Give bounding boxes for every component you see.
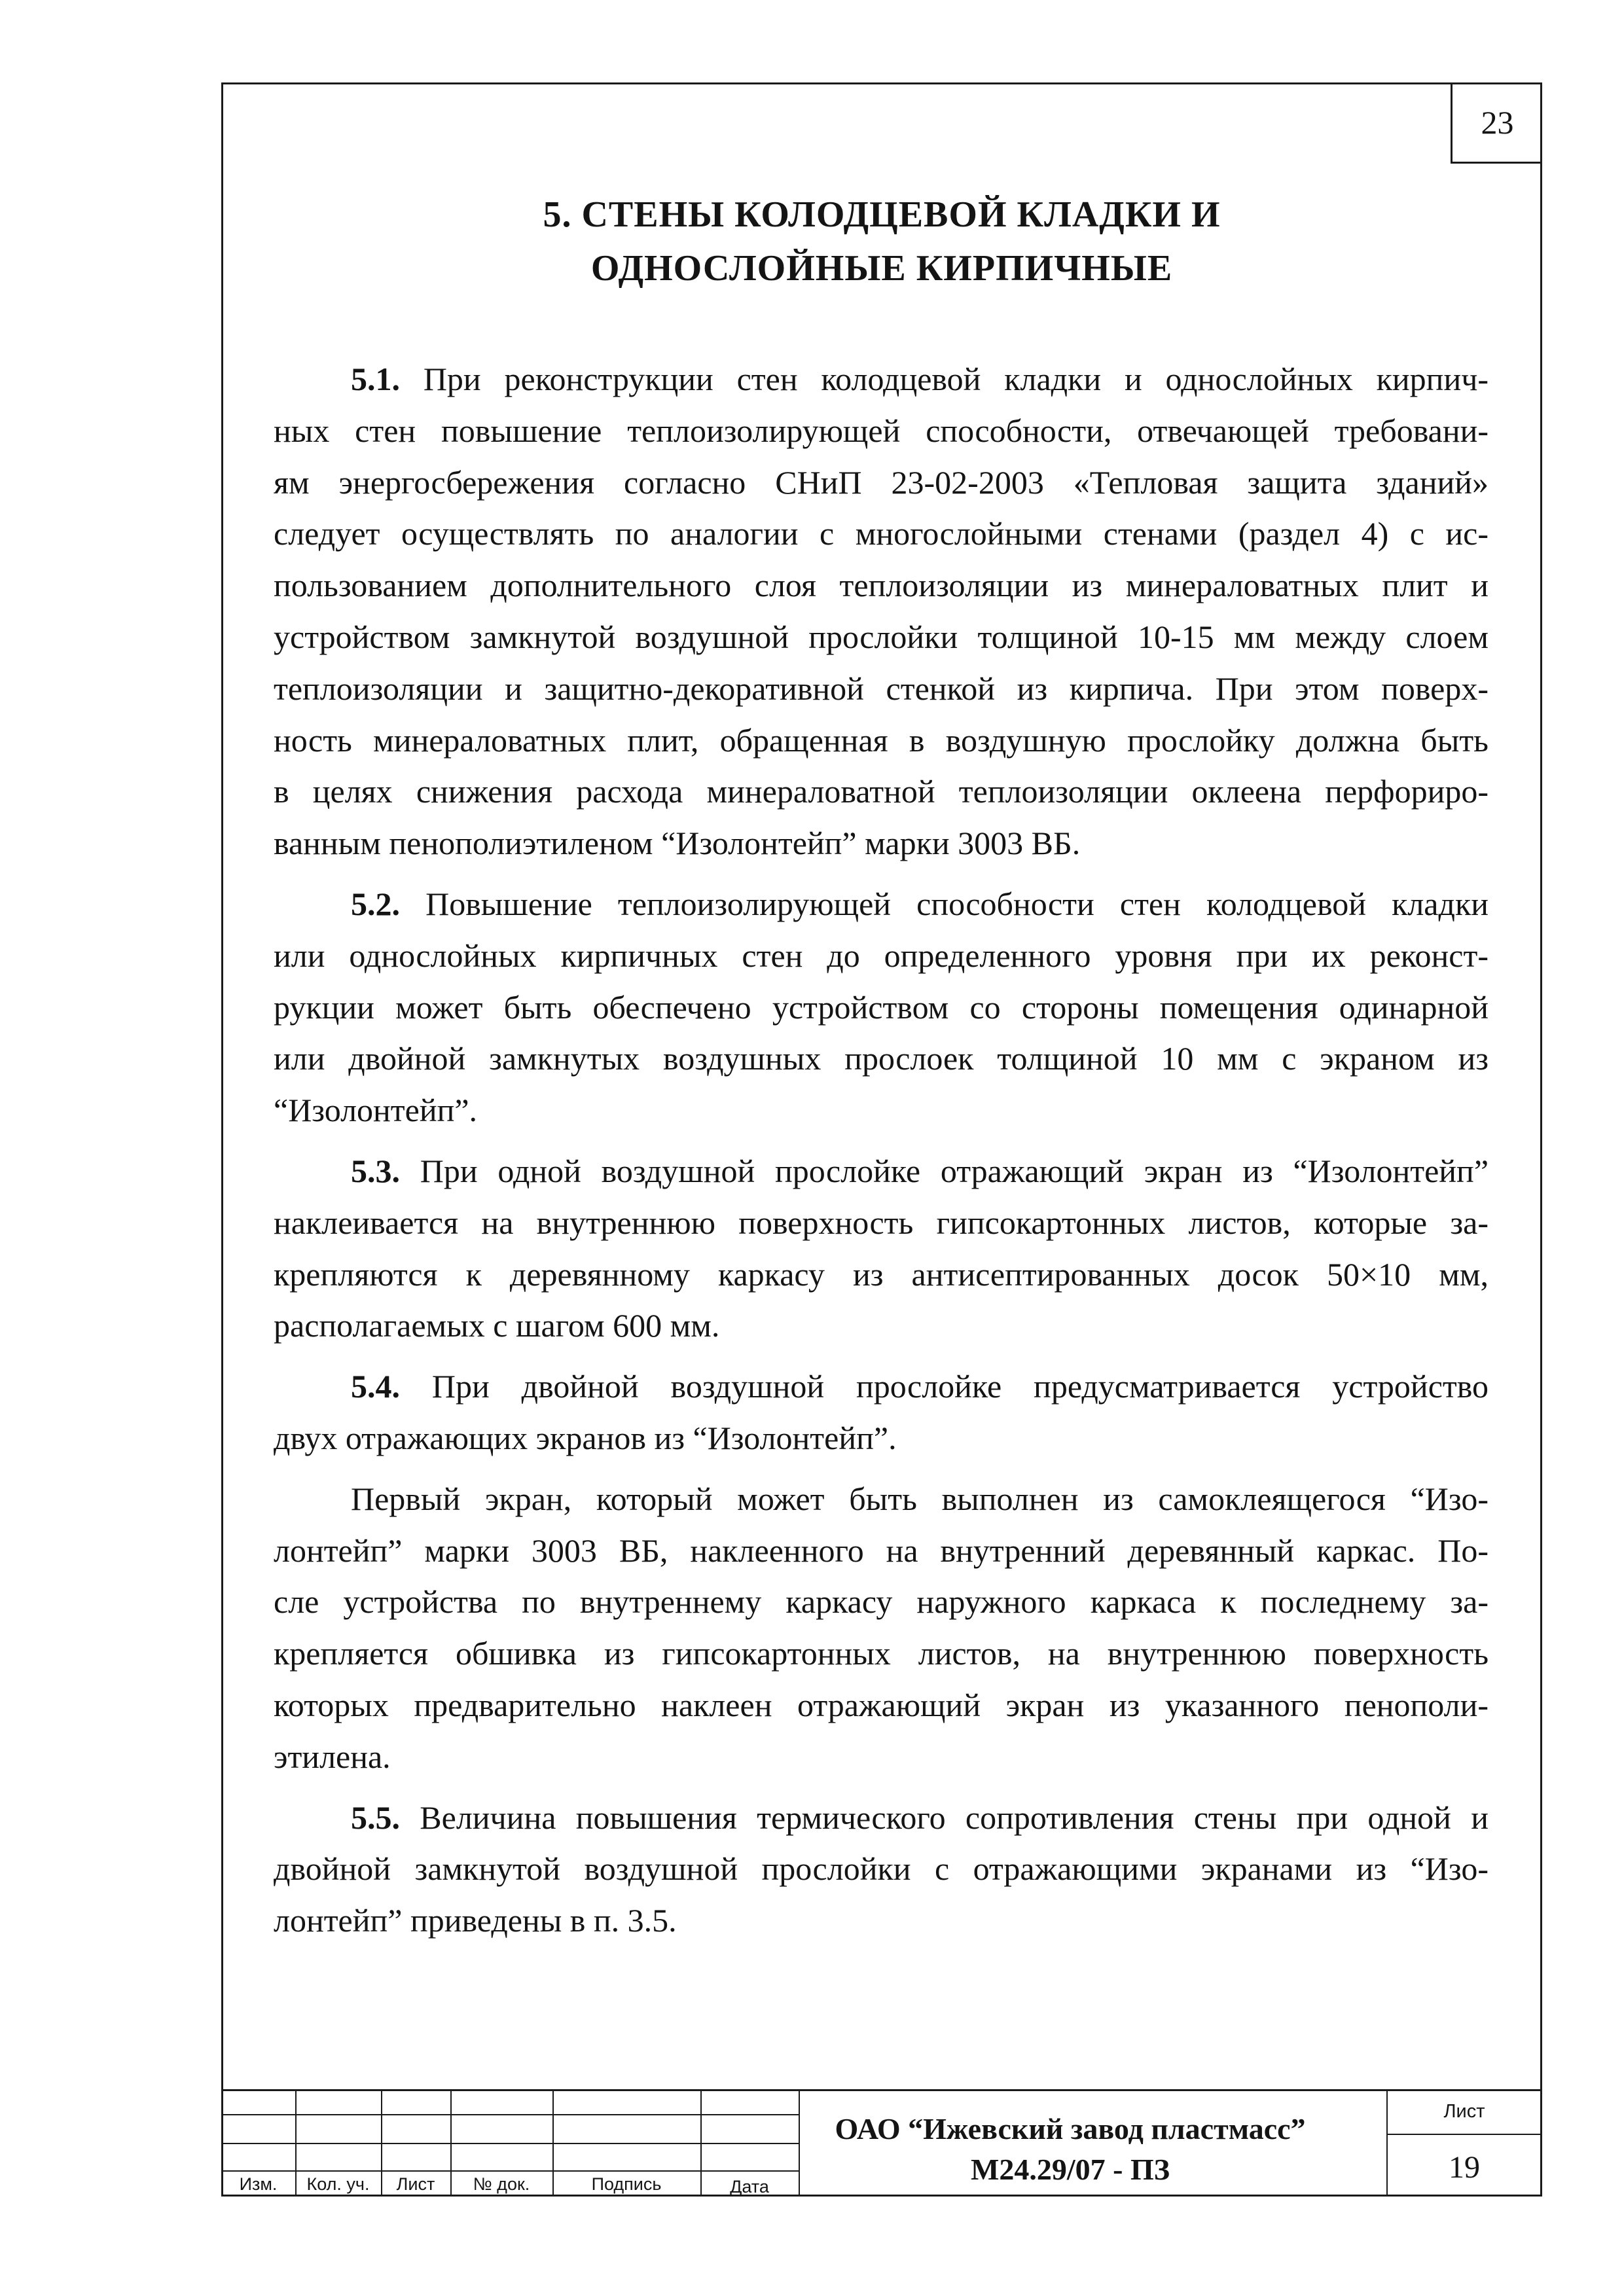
paragraph-text: наклеивается на внутреннюю поверхность гипсокартонных листов, которые за- bbox=[274, 1204, 1489, 1241]
paragraph-line bbox=[274, 1085, 1489, 1136]
paragraph-line bbox=[274, 817, 1489, 869]
paragraph-line bbox=[274, 560, 1489, 611]
paragraph-line bbox=[274, 1792, 1489, 1844]
stamp-col-count: Кол. уч. bbox=[306, 2174, 370, 2194]
paragraph-text: ям энергосбережения согласно СНиП 23-02-2003 «Тепловая защита зданий» bbox=[274, 463, 1489, 501]
paragraph-number: 5.4. bbox=[351, 1368, 400, 1405]
stamp-col-signature: Подпись bbox=[591, 2174, 662, 2194]
paragraph-line bbox=[274, 1895, 1489, 1946]
paragraph-line bbox=[274, 1576, 1489, 1628]
paragraph-text: Повышение теплоизолирующей способности стен колодцевой кладки bbox=[425, 885, 1489, 922]
paragraph-text: устройством замкнутой воздушной прослойки толщиной 10-15 мм между слоем bbox=[274, 618, 1489, 655]
paragraph-line bbox=[274, 1197, 1489, 1249]
paragraph-text: двух отражающих экранов из “Изолонтейп”. bbox=[274, 1419, 897, 1456]
paragraph-text: лонтейп” марки 3003 ВБ, наклеенного на внутренний деревянный каркас. По- bbox=[274, 1532, 1489, 1569]
stamp-organization: ОАО “Ижевский завод пластмасс” bbox=[835, 2112, 1306, 2145]
body-text bbox=[274, 353, 1489, 1946]
paragraph-line bbox=[274, 1473, 1489, 1525]
paragraph-text: следует осуществлять по аналогии с многослойными стенами (раздел 4) с ис- bbox=[274, 515, 1489, 552]
stamp-col-doc: № док. bbox=[473, 2174, 530, 2194]
paragraph-text: в целях снижения расхода минераловатной теплоизоляции оклеена перфориро- bbox=[274, 773, 1489, 810]
paragraph-line bbox=[274, 766, 1489, 817]
paragraph-text: крепляются к деревянному каркасу из антисептированных досок 50×10 мм, bbox=[274, 1255, 1489, 1293]
paragraph-text: “Изолонтейп”. bbox=[274, 1092, 478, 1129]
paragraph-text: При реконструкции стен колодцевой кладки и однослойных кирпич- bbox=[423, 361, 1489, 397]
paragraph-text: этилена. bbox=[274, 1738, 391, 1775]
page-number: 23 bbox=[1451, 82, 1542, 164]
paragraph-line bbox=[274, 457, 1489, 509]
paragraph-text: При двойной воздушной прослойке предусматривается устройство bbox=[431, 1368, 1489, 1405]
paragraph-line bbox=[274, 878, 1489, 930]
paragraph-text: сле устройства по внутреннему каркасу наружного каркаса к последнему за- bbox=[274, 1583, 1489, 1621]
paragraph-text: располагаемых с шагом 600 мм. bbox=[274, 1307, 720, 1344]
paragraph-text: При одной воздушной прослойке отражающий экран из “Изолонтейп” bbox=[420, 1152, 1489, 1189]
stamp-sheet-number: 19 bbox=[1449, 2150, 1480, 2185]
paragraph-text: пользованием дополнительного слоя теплоизоляции из минераловатных плит и bbox=[274, 567, 1489, 604]
section-title-line-1: 5. СТЕНЫ КОЛОДЦЕВОЙ КЛАДКИ И bbox=[543, 194, 1221, 235]
paragraph-number: 5.3. bbox=[351, 1152, 400, 1189]
stamp-document-code: М24.29/07 - ПЗ bbox=[970, 2153, 1170, 2186]
section-title-line-2: ОДНОСЛОЙНЫЕ КИРПИЧНЫЕ bbox=[590, 248, 1173, 289]
paragraph-line bbox=[274, 508, 1489, 560]
paragraph-text: лонтейп” приведены в п. 3.5. bbox=[274, 1902, 677, 1939]
paragraph-line bbox=[274, 1249, 1489, 1300]
paragraph-number: 5.2. bbox=[351, 885, 400, 922]
paragraph-line bbox=[274, 1300, 1489, 1352]
paragraph-line bbox=[274, 1033, 1489, 1085]
paragraph-line bbox=[274, 982, 1489, 1033]
paragraph-number: 5.5. bbox=[351, 1799, 400, 1836]
paragraph-text: или двойной замкнутых воздушных прослоек толщиной 10 мм с экраном из bbox=[274, 1040, 1489, 1077]
paragraph-line bbox=[274, 1628, 1489, 1679]
paragraph-line bbox=[274, 1145, 1489, 1197]
paragraph-line bbox=[274, 1843, 1489, 1895]
paragraph-text: двойной замкнутой воздушной прослойки с отражающими экранами из “Изо- bbox=[274, 1850, 1489, 1888]
paragraph-line bbox=[274, 715, 1489, 766]
paragraph-text: теплоизоляции и защитно-декоративной стенкой из кирпича. При этом поверх- bbox=[274, 670, 1489, 707]
paragraph-line bbox=[274, 1679, 1489, 1731]
paragraph-text: Первый экран, который может быть выполнен из самоклеящегося “Изо- bbox=[351, 1480, 1489, 1517]
paragraph-line bbox=[274, 1412, 1489, 1464]
paragraph-line bbox=[274, 930, 1489, 982]
paragraph-text: ванным пенополиэтиленом “Изолонтейп” марки 3003 ВБ. bbox=[274, 825, 1081, 862]
paragraph-line bbox=[274, 1731, 1489, 1783]
paragraph-text: ных стен повышение теплоизолирующей способности, отвечающей требовани- bbox=[274, 412, 1489, 449]
paragraph-number: 5.1. bbox=[351, 361, 400, 397]
paragraph-text: которых предварительно наклеен отражающий экран из указанного пенополи- bbox=[274, 1686, 1489, 1723]
paragraph-text: рукции может быть обеспечено устройством со стороны помещения одинарной bbox=[274, 988, 1489, 1026]
stamp-col-change: Изм. bbox=[239, 2174, 278, 2194]
stamp-col-sheet: Лист bbox=[396, 2174, 435, 2194]
paragraph-text: крепляется обшивка из гипсокартонных листов, на внутреннюю поверхность bbox=[274, 1635, 1489, 1672]
stamp-col-date: Дата bbox=[730, 2177, 769, 2197]
paragraph-line bbox=[274, 663, 1489, 715]
paragraph-text: Величина повышения термического сопротивления стены при одной и bbox=[420, 1799, 1489, 1836]
paragraph-line bbox=[274, 1525, 1489, 1577]
title-block bbox=[221, 2089, 1542, 2197]
paragraph-text: ность минераловатных плит, обращенная в воздушную прослойку должна быть bbox=[274, 721, 1489, 759]
paragraph-text: или однослойных кирпичных стен до определенного уровня при их реконст- bbox=[274, 937, 1489, 974]
stamp-sheet-label: Лист bbox=[1443, 2101, 1485, 2122]
paragraph-line bbox=[274, 405, 1489, 457]
paragraph-line bbox=[274, 1361, 1489, 1412]
paragraph-line bbox=[274, 611, 1489, 663]
paragraph-line bbox=[274, 353, 1489, 405]
